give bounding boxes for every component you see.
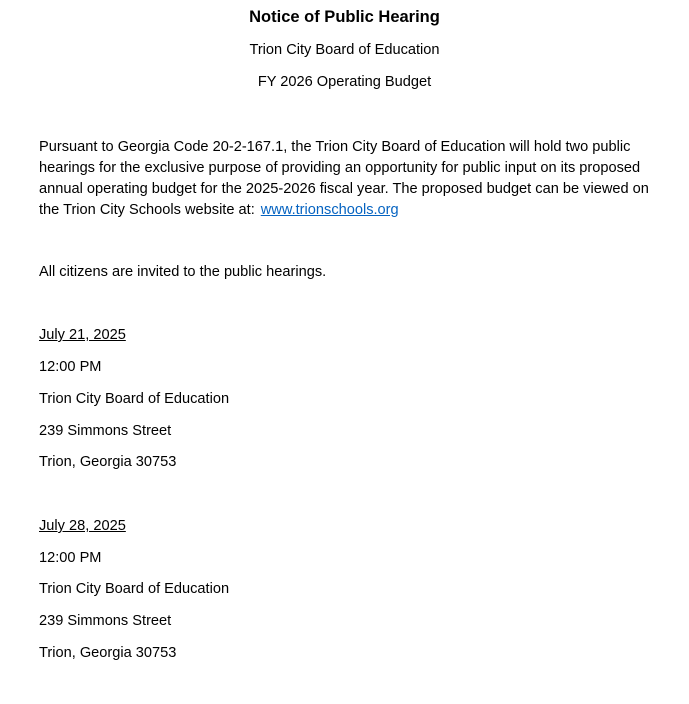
hearing-2-time: 12:00 PM [39,550,102,566]
invitation-text: All citizens are invited to the public hearings. [39,264,327,280]
hearing-1-city: Trion, Georgia 30753 [39,454,177,470]
notice-line-4-text: the Trion City Schools website at: [39,202,255,218]
hearing-2-city: Trion, Georgia 30753 [39,645,177,661]
notice-line-2: hearings for the exclusive purpose of providing an opportunity for public input on its proposed [39,160,641,176]
notice-line-1: Pursuant to Georgia Code 20-2-167.1, the Trion City Board of Education will hold two public [39,139,631,155]
budget-name: FY 2026 Operating Budget [257,74,432,90]
hearing-2-date: July 28, 2025 [39,518,126,534]
hearing-1-street: 239 Simmons Street [39,423,172,439]
hearing-1-location: Trion City Board of Education [39,391,230,407]
hearing-2-location: Trion City Board of Education [39,581,230,597]
notice-paragraph [39,137,664,221]
website-link[interactable]: www.trionschools.org [260,202,399,218]
notice-line-4 [39,200,664,221]
organization-name: Trion City Board of Education [249,42,440,58]
page-title: Notice of Public Hearing [249,8,440,26]
hearing-1-date: July 21, 2025 [39,327,126,343]
hearing-2-street: 239 Simmons Street [39,613,172,629]
hearing-1-time: 12:00 PM [39,359,102,375]
notice-line-3: annual operating budget for the 2025-2026 fiscal year. The proposed budget can be viewed on [39,181,649,197]
